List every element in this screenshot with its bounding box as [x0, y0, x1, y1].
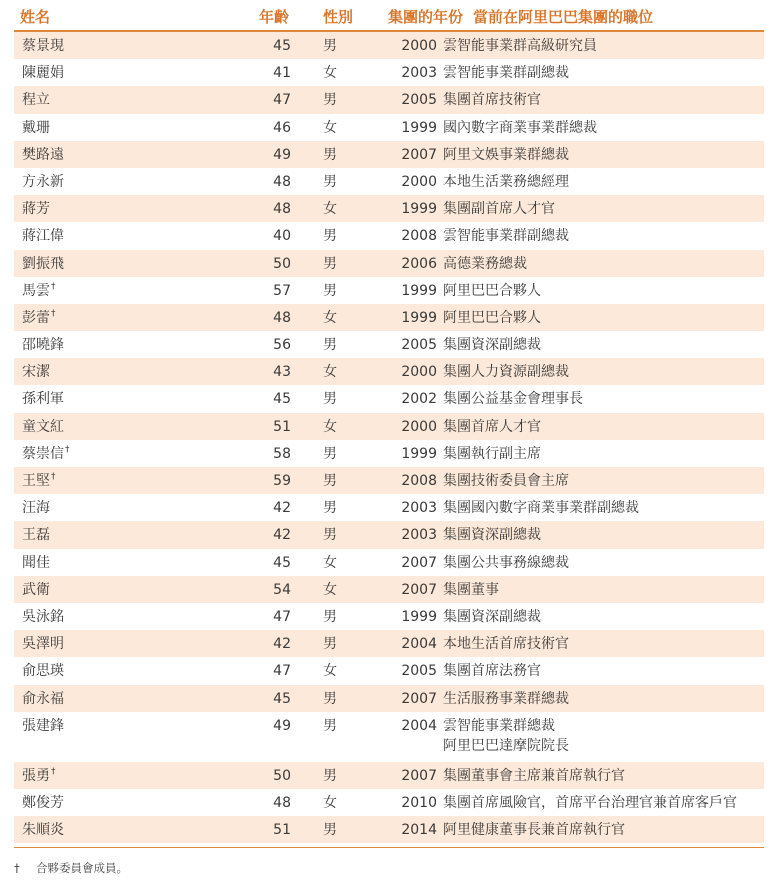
- partner-name: 孫利軍: [22, 391, 64, 408]
- table-row: [14, 277, 764, 304]
- table-row: [14, 59, 764, 86]
- position-line-2: 阿里巴巴達摩院院長: [443, 737, 569, 754]
- position-line: 集團首席技術官: [443, 92, 541, 109]
- partner-name: 吳澤明: [22, 636, 64, 653]
- cell-age: 50: [273, 255, 291, 272]
- position-line: 本地生活業務總經理: [443, 173, 569, 190]
- partner-name: 劉振飛: [22, 255, 64, 272]
- partner-name: 聞佳: [22, 554, 50, 571]
- cell-age: 40: [273, 228, 291, 245]
- cell-position: [443, 467, 764, 494]
- partner-name: 鄭俊芳: [22, 794, 64, 811]
- cell-name: [14, 32, 227, 59]
- cell-age: 47: [273, 608, 291, 625]
- cell-gender: 男: [323, 445, 337, 462]
- cell-position: [443, 222, 764, 249]
- partner-name: 蔣江偉: [22, 228, 64, 245]
- cell-position: [443, 32, 764, 59]
- cell-age: 42: [273, 636, 291, 653]
- cell-position: [443, 630, 764, 657]
- cell-name: [14, 331, 227, 358]
- cell-position: [443, 494, 764, 521]
- cell-gender: 男: [323, 690, 337, 707]
- cell-position: [443, 331, 764, 358]
- table-row: [14, 440, 764, 467]
- cell-year: 2007: [401, 581, 437, 598]
- cell-position: [443, 277, 764, 304]
- cell-name: [14, 789, 227, 816]
- cell-age: 45: [273, 554, 291, 571]
- dagger-mark: †: [51, 282, 56, 293]
- cell-name: [14, 304, 227, 331]
- position-line: 集團執行副主席: [443, 445, 541, 462]
- position-line: 國內數字商業事業群總裁: [443, 119, 597, 136]
- cell-age: 49: [273, 146, 291, 163]
- partner-name: 俞永福: [22, 690, 64, 707]
- partner-name: 張建鋒: [22, 717, 64, 734]
- cell-age: 59: [273, 473, 291, 489]
- cell-year: 1999: [401, 119, 437, 136]
- cell-name: [14, 521, 227, 548]
- position-line: 集團資深副總裁: [443, 608, 541, 625]
- cell-name: [14, 630, 227, 657]
- position-line: 集團人力資源副總裁: [443, 364, 569, 381]
- table-row: [14, 467, 764, 494]
- cell-position: [443, 59, 764, 86]
- cell-year: 1999: [401, 309, 437, 326]
- partner-name: 蔡崇信: [22, 445, 64, 462]
- cell-position: [443, 816, 764, 843]
- cell-age: 49: [273, 717, 291, 734]
- cell-year: 2005: [401, 337, 437, 354]
- partner-name: 蔡景現: [22, 38, 64, 54]
- cell-age: 45: [273, 690, 291, 707]
- cell-age: 48: [273, 173, 291, 190]
- position-line: 雲智能事業群副總裁: [443, 65, 569, 82]
- table-body: [14, 32, 764, 843]
- table-row: [14, 168, 764, 195]
- cell-year: 2000: [401, 173, 437, 190]
- cell-year: 2000: [401, 364, 437, 381]
- dagger-mark: †: [51, 309, 56, 320]
- cell-name: [14, 385, 227, 412]
- cell-gender: 女: [323, 554, 337, 571]
- partner-name: 王磊: [22, 527, 50, 544]
- cell-name: [14, 358, 227, 385]
- cell-name: [14, 712, 227, 762]
- table-row: [14, 494, 764, 521]
- cell-age: 45: [273, 38, 291, 54]
- cell-year: 2004: [401, 717, 437, 734]
- cell-age: 57: [273, 282, 291, 299]
- cell-gender: 女: [323, 418, 337, 435]
- cell-gender: 女: [323, 663, 337, 680]
- position-line: 集團首席人才官: [443, 418, 541, 435]
- cell-gender: 男: [323, 92, 337, 109]
- cell-age: 48: [273, 201, 291, 218]
- cell-year: 1999: [401, 282, 437, 299]
- cell-gender: 男: [323, 500, 337, 517]
- cell-position: [443, 789, 764, 816]
- cell-gender: 女: [323, 364, 337, 381]
- cell-age: 51: [273, 822, 291, 839]
- cell-age: 47: [273, 663, 291, 680]
- dagger-mark: †: [51, 767, 56, 778]
- cell-age: 48: [273, 794, 291, 811]
- cell-age: 50: [273, 767, 291, 784]
- table-row: [14, 657, 764, 684]
- cell-gender: 男: [323, 146, 337, 163]
- cell-age: 56: [273, 337, 291, 354]
- cell-gender: 女: [323, 201, 337, 218]
- cell-age: 54: [273, 581, 291, 598]
- table-header: [14, 0, 764, 30]
- cell-position: [443, 86, 764, 113]
- cell-gender: 男: [323, 822, 337, 839]
- position-line: 高德業務總裁: [443, 255, 527, 272]
- cell-gender: 男: [323, 337, 337, 354]
- table-row: [14, 630, 764, 657]
- partner-name: 戴珊: [22, 119, 50, 136]
- cell-position: [443, 549, 764, 576]
- cell-gender: 男: [323, 608, 337, 625]
- table-row: [14, 32, 764, 59]
- position-line: 阿里文娛事業群總裁: [443, 146, 569, 163]
- cell-gender: 女: [323, 581, 337, 598]
- cell-year: 2002: [401, 391, 437, 408]
- cell-year: 2007: [401, 690, 437, 707]
- partner-name: 陳麗娟: [22, 65, 64, 82]
- table-row: [14, 712, 764, 762]
- position-line: 雲智能事業群副總裁: [443, 228, 569, 245]
- table-row: [14, 789, 764, 816]
- cell-year: 2005: [401, 663, 437, 680]
- header-age: 年齡: [258, 8, 289, 26]
- cell-age: 42: [273, 500, 291, 517]
- position-line: 集團資深副總裁: [443, 337, 541, 354]
- cell-gender: 男: [323, 636, 337, 653]
- position-line: 集團技術委員會主席: [443, 473, 569, 489]
- cell-year: 1999: [401, 445, 437, 462]
- cell-position: [443, 576, 764, 603]
- partner-name: 程立: [22, 92, 50, 109]
- cell-position: [443, 168, 764, 195]
- table-row: [14, 250, 764, 277]
- cell-year: 2008: [401, 228, 437, 245]
- table-row: [14, 195, 764, 222]
- cell-gender: 男: [323, 282, 337, 299]
- cell-gender: 男: [323, 527, 337, 544]
- cell-year: 1999: [401, 201, 437, 218]
- position-line: 集團公共事務線總裁: [443, 554, 569, 571]
- cell-gender: 男: [323, 391, 337, 408]
- cell-year: 2005: [401, 92, 437, 109]
- table-row: [14, 86, 764, 113]
- cell-gender: 女: [323, 309, 337, 326]
- table-row: [14, 762, 764, 789]
- table-bottom-divider: [14, 847, 764, 848]
- cell-age: 41: [273, 65, 291, 82]
- cell-name: [14, 250, 227, 277]
- footnote-symbol: †: [14, 861, 20, 875]
- position-line: 集團資深副總裁: [443, 527, 541, 544]
- table-row: [14, 521, 764, 548]
- cell-position: [443, 385, 764, 412]
- cell-year: 1999: [401, 608, 437, 625]
- partner-name: 王堅: [22, 473, 50, 489]
- position-line: 阿里巴巴合夥人: [443, 309, 541, 326]
- cell-position: [443, 762, 764, 789]
- partner-name: 邵曉鋒: [22, 337, 64, 354]
- partner-name: 宋潔: [22, 364, 50, 381]
- table-row: [14, 114, 764, 141]
- partner-name: 武衛: [22, 581, 50, 598]
- cell-year: 2008: [401, 473, 437, 489]
- cell-position: [443, 195, 764, 222]
- cell-gender: 男: [323, 255, 337, 272]
- cell-name: [14, 762, 227, 789]
- cell-gender: 男: [323, 767, 337, 784]
- cell-name: [14, 195, 227, 222]
- header-position: 當前在阿里巴巴集團的職位: [473, 8, 654, 26]
- partner-name: 童文紅: [22, 418, 64, 435]
- partner-name: 吳泳銘: [22, 608, 64, 625]
- footnote: [14, 860, 128, 876]
- dagger-mark: †: [51, 472, 56, 483]
- cell-name: [14, 816, 227, 843]
- table-row: [14, 549, 764, 576]
- cell-gender: 男: [323, 228, 337, 245]
- partner-name: 馬雲: [22, 282, 50, 299]
- header-name: 姓名: [20, 8, 51, 26]
- table-row: [14, 685, 764, 712]
- cell-age: 48: [273, 309, 291, 326]
- position-line: 雲智能事業群高級研究員: [443, 38, 597, 54]
- partner-name: 方永新: [22, 173, 64, 190]
- cell-year: 2007: [401, 554, 437, 571]
- cell-gender: 女: [323, 119, 337, 136]
- cell-name: [14, 494, 227, 521]
- position-line: 阿里健康董事長兼首席執行官: [443, 822, 625, 839]
- cell-age: 43: [273, 364, 291, 381]
- cell-position: [443, 413, 764, 440]
- position-line: 集團副首席人才官: [443, 201, 555, 218]
- position-line: 集團國內數字商業事業群副總裁: [443, 500, 639, 517]
- cell-position: [443, 440, 764, 467]
- cell-position: [443, 114, 764, 141]
- table-row: [14, 331, 764, 358]
- cell-name: [14, 222, 227, 249]
- header-gender: 性別: [322, 8, 353, 26]
- partner-name: 張勇: [22, 767, 50, 784]
- table-row: [14, 816, 764, 843]
- table-row: [14, 603, 764, 630]
- cell-name: [14, 86, 227, 113]
- position-line: 集團首席風險官，首席平台治理官兼首席客戶官: [443, 794, 737, 811]
- cell-position: [443, 358, 764, 385]
- cell-age: 45: [273, 391, 291, 408]
- cell-name: [14, 59, 227, 86]
- cell-gender: 男: [323, 473, 337, 489]
- cell-year: 2014: [401, 822, 437, 839]
- cell-position: [443, 603, 764, 630]
- table-row: [14, 576, 764, 603]
- cell-name: [14, 440, 227, 467]
- cell-gender: 男: [323, 717, 337, 734]
- position-line: 生活服務事業群總裁: [443, 690, 569, 707]
- partner-name: 俞思瑛: [22, 663, 64, 680]
- cell-gender: 女: [323, 794, 337, 811]
- cell-age: 58: [273, 445, 291, 462]
- cell-position: [443, 657, 764, 684]
- header-year: 集團的年份: [387, 8, 463, 26]
- cell-position: [443, 712, 764, 762]
- cell-position: [443, 685, 764, 712]
- partner-name: 朱順炎: [22, 822, 64, 839]
- cell-position: [443, 304, 764, 331]
- partner-name: 彭蕾: [22, 309, 50, 326]
- position-line: 本地生活首席技術官: [443, 636, 569, 653]
- position-line: 集團公益基金會理事長: [443, 391, 583, 408]
- table-row: [14, 304, 764, 331]
- cell-name: [14, 467, 227, 494]
- cell-gender: 男: [323, 173, 337, 190]
- cell-name: [14, 168, 227, 195]
- cell-year: 2003: [401, 527, 437, 544]
- position-line: 阿里巴巴合夥人: [443, 282, 541, 299]
- cell-age: 42: [273, 527, 291, 544]
- position-line: 集團董事: [443, 581, 499, 598]
- cell-name: [14, 114, 227, 141]
- cell-name: [14, 277, 227, 304]
- table-row: [14, 141, 764, 168]
- cell-year: 2004: [401, 636, 437, 653]
- cell-year: 2007: [401, 767, 437, 784]
- position-line: 集團首席法務官: [443, 663, 541, 680]
- cell-year: 2003: [401, 65, 437, 82]
- cell-year: 2000: [401, 418, 437, 435]
- partner-name: 蔣芳: [22, 201, 50, 218]
- position-line: 雲智能事業群總裁: [443, 717, 555, 734]
- cell-gender: 男: [323, 38, 337, 54]
- partner-name: 汪海: [22, 500, 50, 517]
- cell-name: [14, 576, 227, 603]
- cell-position: [443, 250, 764, 277]
- cell-year: 2000: [401, 38, 437, 54]
- table-row: [14, 358, 764, 385]
- partners-table: [14, 32, 764, 843]
- table-row: [14, 222, 764, 249]
- cell-age: 46: [273, 119, 291, 136]
- position-line: 集團董事會主席兼首席執行官: [443, 767, 625, 784]
- dagger-mark: †: [65, 445, 70, 456]
- cell-age: 51: [273, 418, 291, 435]
- cell-position: [443, 141, 764, 168]
- cell-position: [443, 521, 764, 548]
- cell-name: [14, 685, 227, 712]
- table-row: [14, 385, 764, 412]
- cell-name: [14, 413, 227, 440]
- cell-age: 47: [273, 92, 291, 109]
- cell-year: 2003: [401, 500, 437, 517]
- cell-name: [14, 549, 227, 576]
- cell-year: 2007: [401, 146, 437, 163]
- table-row: [14, 413, 764, 440]
- cell-name: [14, 141, 227, 168]
- footnote-text: 合夥委員會成員。: [36, 861, 128, 875]
- cell-year: 2006: [401, 255, 437, 272]
- partner-name: 樊路遠: [22, 146, 64, 163]
- cell-name: [14, 603, 227, 630]
- cell-year: 2010: [401, 794, 437, 811]
- cell-name: [14, 657, 227, 684]
- cell-gender: 女: [323, 65, 337, 82]
